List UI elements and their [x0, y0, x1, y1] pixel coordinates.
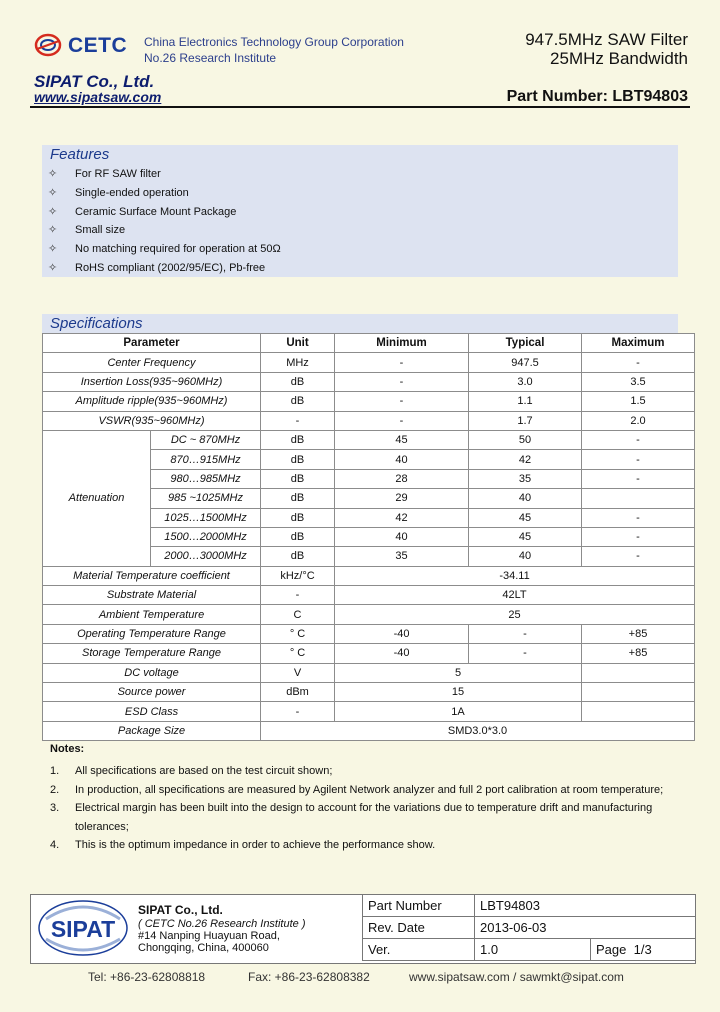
table-row: Ambient Temperature C 25 [43, 605, 695, 624]
table-row: DC voltage V 5 [43, 663, 695, 682]
diamond-bullet-icon: ✧ [48, 243, 58, 256]
table-row: Material Temperature coefficient kHz/°C -34.11 [43, 566, 695, 585]
product-title: 947.5MHz SAW Filter [525, 30, 688, 49]
feature-item: ✧ RoHS compliant (2002/95/EC), Pb-free [48, 261, 281, 280]
attenuation-label: Attenuation [43, 430, 151, 566]
diamond-bullet-icon: ✧ [48, 261, 58, 274]
notes-list [50, 762, 680, 855]
table-row: Storage Temperature Range ° C -40 - +85 [43, 644, 695, 663]
footer-city: Chongqing, China, 400060 [138, 942, 269, 954]
table-row: VSWR(935~960MHz) - - 1.7 2.0 [43, 411, 695, 430]
table-row: Part Number LBT94803 [363, 895, 696, 917]
diamond-bullet-icon: ✧ [48, 168, 58, 180]
footer-tel: Tel: +86-23-62808818 [88, 970, 206, 984]
table-header-row [43, 334, 695, 353]
institute-name: No.26 Research Institute [144, 51, 277, 65]
corporation-name: China Electronics Technology Group Corporation [144, 35, 404, 49]
diamond-bullet-icon: ✧ [48, 224, 58, 237]
specifications-table [42, 333, 695, 741]
footer-institute: ( CETC No.26 Research Institute ) [138, 918, 306, 930]
note-item: 3. Electrical margin has been built into the design to account for the variations due to temperature drift and manufacturing tolerances; [50, 802, 653, 833]
column-header: Maximum [582, 334, 695, 353]
table-row: Source power dBm 15 [43, 683, 695, 702]
note-item: 1. All specifications are based on the test circuit shown; [50, 765, 333, 777]
column-header: Unit [261, 334, 335, 353]
feature-item: ✧ No matching required for operation at 50Ω [48, 242, 281, 261]
table-row: Ver. 1.0 Page 1/3 [363, 939, 696, 961]
part-number-heading: Part Number: LBT94803 [506, 88, 688, 105]
table-row: 985 ~1025MHz dB 29 40 [43, 489, 695, 508]
table-row: 980…985MHz dB 28 35 - [43, 469, 695, 488]
column-header: Typical [469, 334, 582, 353]
feature-item: ✧ For RF SAW filter [48, 167, 281, 186]
company-name: SIPAT Co., Ltd. [34, 72, 155, 91]
specifications-title: Specifications [50, 315, 143, 332]
table-row: 870…915MHz dB 40 42 - [43, 450, 695, 469]
footer-web-email[interactable]: www.sipatsaw.com / sawmkt@sipat.com [409, 970, 624, 984]
header-divider [30, 106, 690, 108]
features-list [48, 167, 281, 280]
sipat-logo-icon [36, 897, 130, 959]
diamond-bullet-icon: ✧ [48, 205, 58, 218]
table-row: Attenuation DC ~ 870MHz dB 45 50 - [43, 430, 695, 449]
product-bandwidth: 25MHz Bandwidth [550, 49, 688, 68]
note-item: 4. This is the optimum impedance in order to achieve the performance show. [50, 839, 436, 851]
feature-item: ✧ Single-ended operation [48, 186, 281, 205]
company-website-link[interactable]: www.sipatsaw.com [34, 89, 162, 105]
table-row: 2000…3000MHz dB 35 40 - [43, 547, 695, 566]
table-row: Rev. Date 2013-06-03 [363, 917, 696, 939]
table-row: Amplitude ripple(935~960MHz) dB - 1.1 1.5 [43, 392, 695, 411]
table-row: ESD Class - 1A [43, 702, 695, 721]
column-header: Parameter [43, 334, 261, 353]
column-header: Minimum [335, 334, 469, 353]
note-item: 2. In production, all specifications are measured by Agilent Network analyzer and full 2 port calibration at room temperature; [50, 783, 664, 796]
table-row: Insertion Loss(935~960MHz) dB - 3.0 3.5 [43, 372, 695, 391]
footer-company: SIPAT Co., Ltd. [138, 903, 223, 917]
features-title: Features [50, 146, 110, 163]
footer-address: #14 Nanping Huayuan Road, [138, 930, 280, 942]
document-info-table [362, 894, 696, 961]
table-row: Substrate Material - 42LT [43, 586, 695, 605]
table-row: Operating Temperature Range ° C -40 - +85 [43, 624, 695, 643]
feature-item: ✧ Ceramic Surface Mount Package [48, 205, 281, 224]
notes-title: Notes: [50, 743, 85, 755]
footer-fax: Fax: +86-23-62808382 [248, 970, 370, 984]
table-row: 1025…1500MHz dB 42 45 - [43, 508, 695, 527]
diamond-bullet-icon: ✧ [48, 186, 58, 199]
cetc-logo-text: CETC [68, 34, 128, 57]
svg-text:SIPAT: SIPAT [50, 916, 116, 942]
table-row: 1500…2000MHz dB 40 45 - [43, 527, 695, 546]
table-row: Package Size SMD3.0*3.0 [43, 721, 695, 740]
feature-item: ✧ Small size [48, 223, 281, 242]
table-row: Center Frequency MHz - 947.5 - [43, 353, 695, 372]
